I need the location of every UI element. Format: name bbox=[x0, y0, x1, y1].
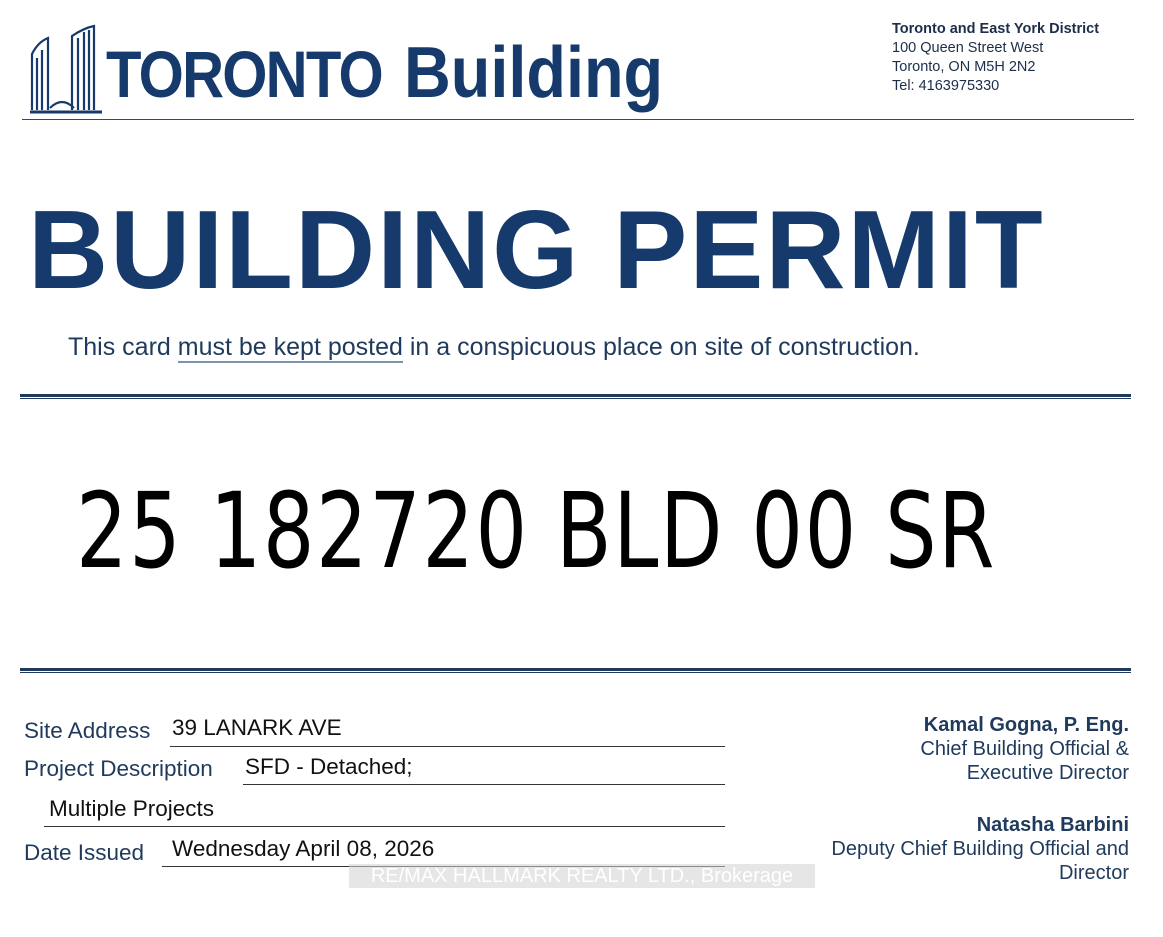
signatory-name: Natasha Barbini bbox=[976, 814, 1129, 836]
posting-notice bbox=[68, 333, 920, 362]
logo-word-toronto: TORONTO bbox=[106, 37, 382, 111]
signatory-deputy-chief bbox=[831, 813, 1129, 885]
top-double-divider bbox=[20, 394, 1131, 399]
site-address-value: 39 LANARK AVE bbox=[172, 715, 342, 740]
signatory-name: Kamal Gogna, P. Eng. bbox=[923, 714, 1129, 736]
signatory-title: Deputy Chief Building Official and bbox=[831, 838, 1129, 860]
project-description-label: Project Description bbox=[24, 756, 213, 781]
office-city: Toronto, ON M5H 2N2 bbox=[892, 59, 1036, 75]
project-description-line2: Multiple Projects bbox=[49, 796, 215, 821]
toronto-building-logo bbox=[106, 32, 692, 114]
district-office-address bbox=[892, 20, 1099, 96]
header-divider bbox=[22, 119, 1134, 120]
toronto-city-hall-logo-icon bbox=[28, 24, 104, 114]
date-issued-value: Wednesday April 08, 2026 bbox=[172, 836, 435, 861]
signatory-title: Executive Director bbox=[966, 762, 1129, 784]
site-address-line bbox=[170, 746, 725, 747]
bottom-double-divider bbox=[20, 668, 1131, 673]
office-tel: Tel: 4163975330 bbox=[892, 78, 1000, 94]
logo-word-building: Building bbox=[404, 33, 664, 113]
signatory-title: Director bbox=[1058, 862, 1129, 884]
brokerage-watermark: RE/MAX HALLMARK REALTY LTD., Brokerage bbox=[349, 864, 815, 888]
signatory-title: Chief Building Official & bbox=[920, 738, 1129, 760]
notice-emphasis: must be kept posted bbox=[177, 333, 403, 361]
site-address-label: Site Address bbox=[24, 718, 151, 743]
notice-text-start: This card bbox=[68, 333, 178, 361]
project-description-line bbox=[243, 784, 725, 785]
signatory-chief-building-official bbox=[920, 713, 1129, 785]
project-description-value: SFD - Detached; bbox=[245, 754, 413, 779]
page-title: BUILDING PERMIT bbox=[28, 188, 1045, 312]
permit-number: 25 182720 BLD 00 SR bbox=[76, 470, 997, 592]
date-issued-label: Date Issued bbox=[24, 840, 145, 865]
office-street: 100 Queen Street West bbox=[892, 40, 1044, 56]
notice-text-end: in a conspicuous place on site of construction. bbox=[402, 333, 920, 361]
district-name: Toronto and East York District bbox=[892, 21, 1100, 37]
project-description-line2-rule bbox=[44, 826, 725, 827]
